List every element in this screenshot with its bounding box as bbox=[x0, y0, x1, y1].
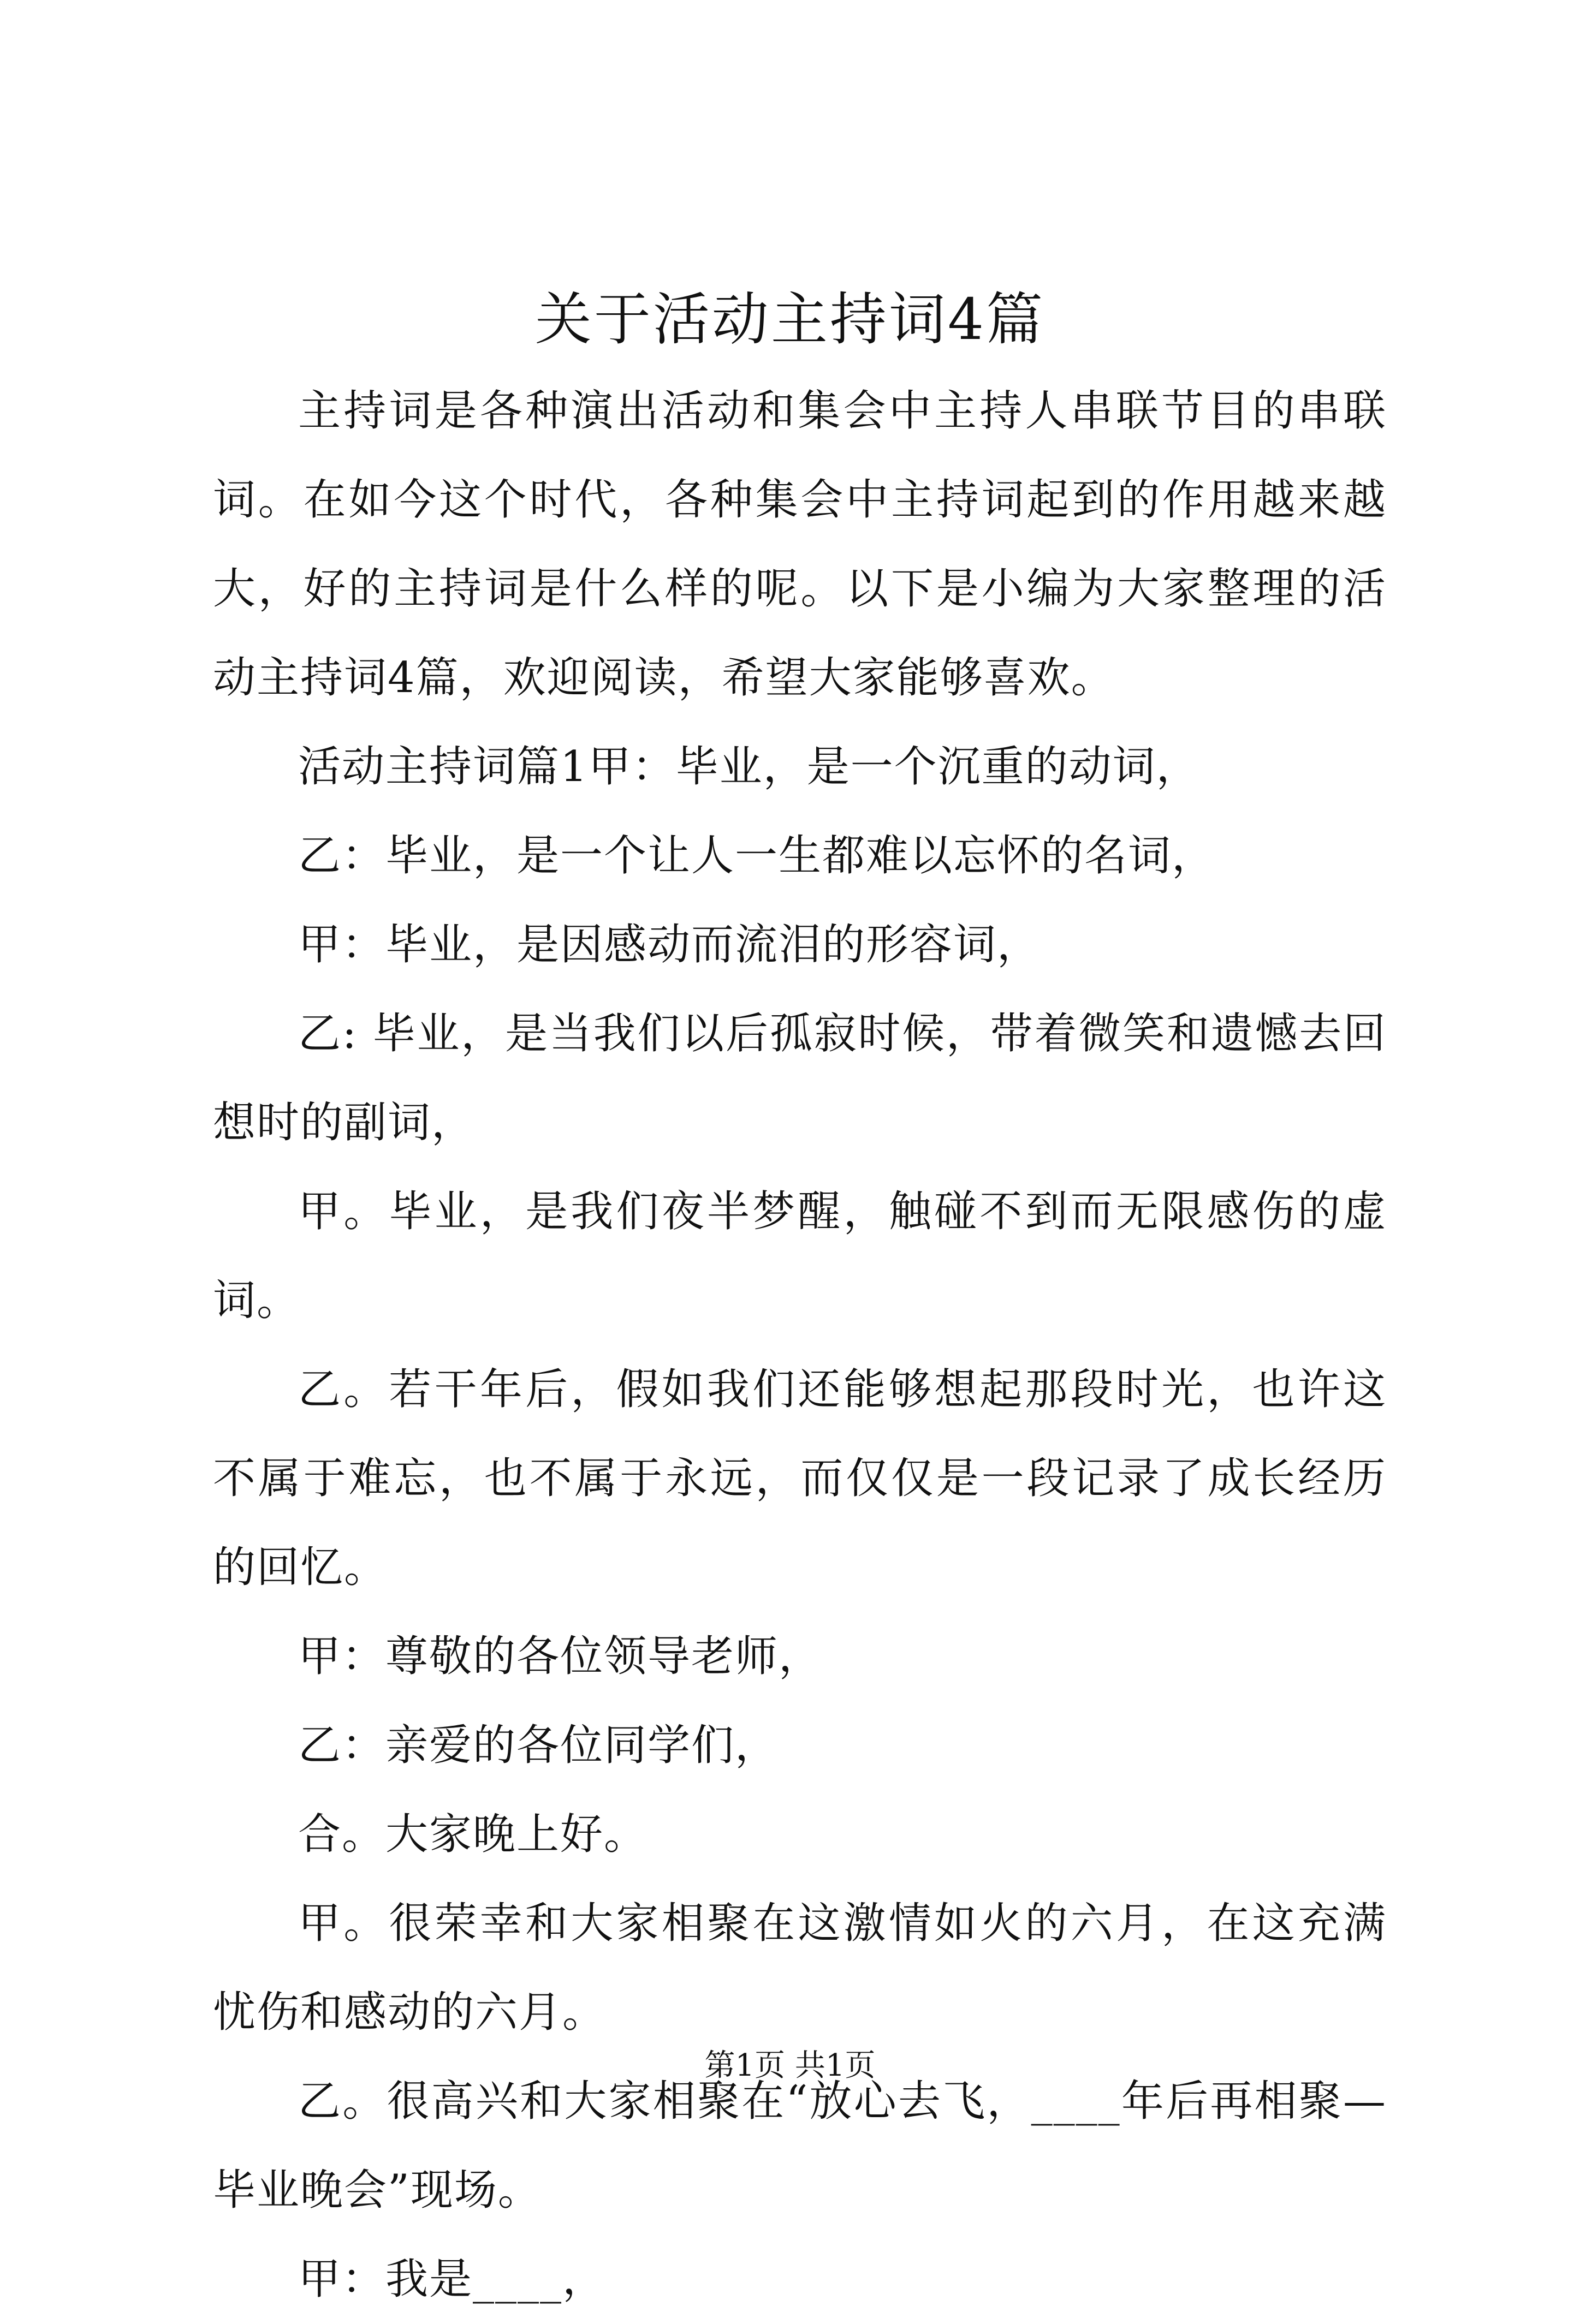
paragraph-line: 乙：毕业，是一个让人一生都难以忘怀的名词， bbox=[298, 831, 1216, 880]
paragraph-line: 甲：毕业，是因感动而流泪的形容词， bbox=[298, 920, 1041, 969]
paragraph-line: 乙: 毕业，是当我们以后孤寂时候，带着微笑和遗憾去回想时的副词， bbox=[213, 1009, 1387, 1147]
paragraph-line: 甲。毕业，是我们夜半梦醒，触碰不到而无限感伤的虚词。 bbox=[213, 1187, 1387, 1325]
document-title: 关于活动主持词4篇 bbox=[534, 286, 1046, 353]
paragraph-line: 乙：亲爱的各位同学们， bbox=[298, 1721, 779, 1770]
paragraph-line: 甲：我是____， bbox=[298, 2255, 607, 2304]
paragraph-line: 甲。很荣幸和大家相聚在这激情如火的六月，在这充满忧伤和感动的六月。 bbox=[213, 1899, 1387, 2037]
paragraph-line: 乙。很高兴和大家相聚在“放心去飞，____年后再相聚—毕业晚会”现场。 bbox=[213, 2077, 1387, 2215]
paragraph-line: 活动主持词篇1甲：毕业，是一个沉重的动词， bbox=[298, 742, 1200, 791]
paragraph-line: 甲：尊敬的各位领导老师， bbox=[298, 1632, 823, 1681]
paragraph-line: 乙。若干年后，假如我们还能够想起那段时光，也许这不属于难忘，也不属于永远，而仅仅是一段记录了成长经历的回忆。 bbox=[213, 1365, 1387, 1592]
page-footer: 第1页 共1页 bbox=[704, 2048, 876, 2083]
paragraph-line: 合。大家晚上好。 bbox=[298, 1810, 648, 1859]
document-body bbox=[213, 367, 1387, 2324]
paragraph-intro: 主持词是各种演出活动和集会中主持人串联节目的串联词。在如今这个时代，各种集会中主持词起到的作用越来越大，好的主持词是什么样的呢。以下是小编为大家整理的活动主持词4篇，欢迎阅读，希望大家能够喜欢。 bbox=[213, 386, 1387, 702]
